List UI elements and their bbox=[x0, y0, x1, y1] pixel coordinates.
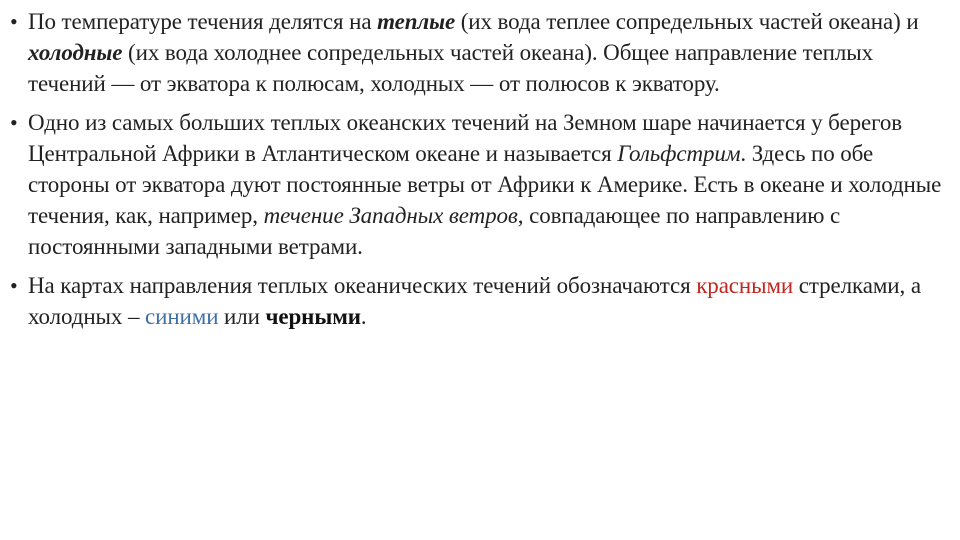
text-segment: По температуре течения делятся на bbox=[28, 9, 378, 34]
bullet-text bbox=[28, 270, 946, 332]
text-segment: . bbox=[360, 304, 367, 329]
text-segment: или bbox=[218, 304, 266, 329]
bullet-marker: • bbox=[10, 273, 18, 298]
text-segment: (их вода теплее сопредельных частей океана) и bbox=[455, 9, 919, 34]
text-segment: На картах направления теплых океанических течений обозначаются bbox=[28, 273, 697, 298]
bullet-marker: • bbox=[10, 110, 18, 135]
bullet-text bbox=[28, 107, 946, 262]
text-segment: Одно из самых больших теплых океанских течений на Земном шаре начинается у берегов Центральной Африки в Атлантическом океане и называется bbox=[28, 110, 902, 166]
bullet-item-1 bbox=[8, 6, 946, 99]
text-segment: (их вода холоднее сопредельных частей океана). Общее направление теплых течений — от экватора к полюсам, холодных — от полюсов к экватору. bbox=[28, 40, 874, 96]
bullet-marker: • bbox=[10, 9, 18, 34]
bullet-item-3 bbox=[8, 270, 946, 332]
text-segment: стрелками, а холодных – bbox=[28, 273, 921, 329]
term-warm: теплые bbox=[377, 9, 456, 34]
bullet-text bbox=[28, 6, 946, 99]
term-westerly-current: течение Западных ветров bbox=[263, 203, 518, 228]
term-black: черными bbox=[265, 304, 361, 329]
text-segment: . Здесь по обе стороны от экватора дуют постоянные ветры от Африки к Америке. Есть в океане и холодные течения, как, например, bbox=[28, 141, 942, 228]
term-gulfstream: Гольфстрим bbox=[617, 141, 741, 166]
bullet-item-2 bbox=[8, 107, 946, 262]
text-segment: , совпадающее по направлению с постоянными западными ветрами. bbox=[28, 203, 841, 259]
term-blue: синими bbox=[145, 304, 219, 329]
term-red: красными bbox=[696, 273, 794, 298]
term-cold: холодные bbox=[28, 40, 123, 65]
